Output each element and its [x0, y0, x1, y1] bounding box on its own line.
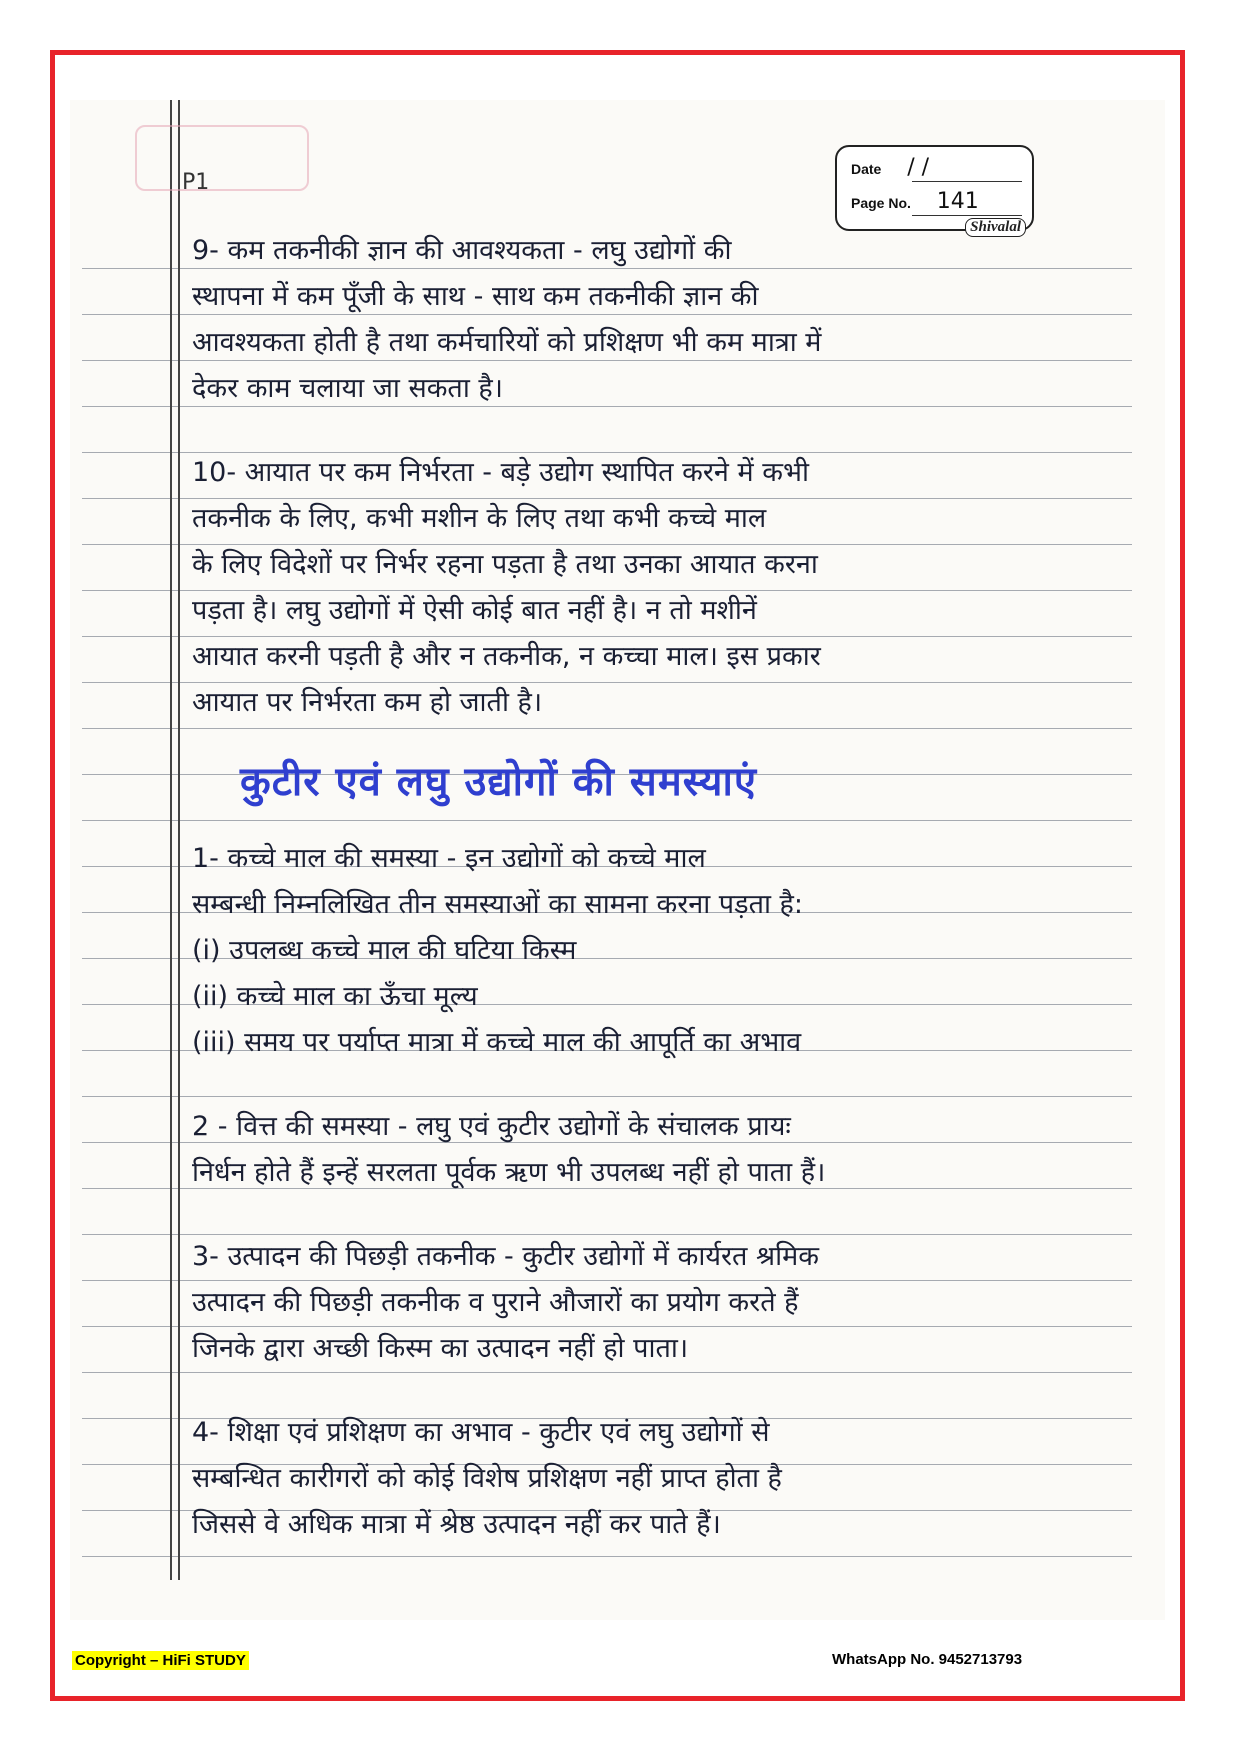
- page-label: Page No.: [851, 195, 911, 211]
- ruled-line: [82, 1372, 1132, 1373]
- section-heading: कुटीर एवं लघु उद्योगों की समस्याएं: [240, 759, 757, 805]
- date-underline: [912, 181, 1022, 182]
- text-line: आयात करनी पड़ती है और न तकनीक, न कच्चा माल। इस प्रकार: [192, 641, 821, 672]
- text-line: आवश्यकता होती है तथा कर्मचारियों को प्रशिक्षण भी कम मात्रा में: [192, 327, 822, 358]
- margin-line-inner: [178, 100, 180, 1580]
- date-page-stamp: [835, 145, 1034, 235]
- page-underline: [912, 215, 1022, 216]
- text-line: जिनके द्वारा अच्छी किस्म का उत्पादन नहीं हो पाता।: [192, 1333, 689, 1364]
- text-line: 3- उत्पादन की पिछड़ी तकनीक - कुटीर उद्योगों में कार्यरत श्रमिक: [192, 1241, 820, 1272]
- text-line: 10- आयात पर कम निर्भरता - बड़े उद्योग स्थापित करने में कभी: [192, 457, 809, 488]
- ruled-line: [82, 1096, 1132, 1097]
- text-line: (iii) समय पर पर्याप्त मात्रा में कच्चे माल की आपूर्ति का अभाव: [192, 1027, 802, 1058]
- text-line: सम्बन्धी निम्नलिखित तीन समस्याओं का सामना करना पड़ता है:: [192, 889, 803, 920]
- margin-line: [170, 100, 172, 1580]
- text-line: देकर काम चलाया जा सकता है।: [192, 373, 503, 404]
- date-value: / /: [907, 155, 930, 180]
- margin-note: P1: [182, 170, 210, 195]
- page-value: 141: [936, 189, 979, 214]
- whatsapp-label: WhatsApp No. 9452713793: [832, 1651, 1023, 1668]
- text-line: 1- कच्चे माल की समस्या - इन उद्योगों को कच्चे माल: [192, 843, 706, 874]
- ruled-line: [82, 820, 1132, 821]
- ruled-line: [82, 728, 1132, 729]
- text-line: के लिए विदेशों पर निर्भर रहना पड़ता है तथा उनका आयात करना: [192, 549, 818, 580]
- text-line: 2 - वित्त की समस्या - लघु एवं कुटीर उद्योगों के संचालक प्रायः: [192, 1111, 791, 1142]
- faded-stamp: [135, 125, 309, 191]
- text-line: 4- शिक्षा एवं प्रशिक्षण का अभाव - कुटीर एवं लघु उद्योगों से: [192, 1417, 770, 1448]
- text-line: आयात पर निर्भरता कम हो जाती है।: [192, 687, 543, 718]
- text-line: जिससे वे अधिक मात्रा में श्रेष्ठ उत्पादन नहीं कर पाते हैं।: [192, 1509, 721, 1540]
- page-row: [851, 189, 979, 214]
- text-line: (ii) कच्चे माल का ऊँचा मूल्य: [192, 981, 478, 1012]
- date-label: Date: [851, 161, 882, 177]
- brand-logo: Shivalal: [965, 218, 1026, 237]
- copyright-label: Copyright – HiFi STUDY: [72, 1651, 249, 1670]
- date-row: [851, 155, 929, 180]
- text-line: निर्धन होते हैं इन्हें सरलता पूर्वक ऋण भी उपलब्ध नहीं हो पाता हैं।: [192, 1157, 826, 1188]
- text-line: पड़ता है। लघु उद्योगों में ऐसी कोई बात नहीं है। न तो मशीनें: [192, 595, 757, 626]
- text-line: स्थापना में कम पूँजी के साथ - साथ कम तकनीकी ज्ञान की: [192, 281, 759, 312]
- text-line: उत्पादन की पिछड़ी तकनीक व पुराने औजारों का प्रयोग करते हैं: [192, 1287, 799, 1318]
- text-line: तकनीक के लिए, कभी मशीन के लिए तथा कभी कच्चे माल: [192, 503, 767, 534]
- text-line: (i) उपलब्ध कच्चे माल की घटिया किस्म: [192, 935, 577, 966]
- text-line: सम्बन्धित कारीगरों को कोई विशेष प्रशिक्षण नहीं प्राप्त होता है: [192, 1463, 782, 1494]
- ruled-line: [82, 1556, 1132, 1557]
- text-line: 9- कम तकनीकी ज्ञान की आवश्यकता - लघु उद्योगों की: [192, 235, 732, 266]
